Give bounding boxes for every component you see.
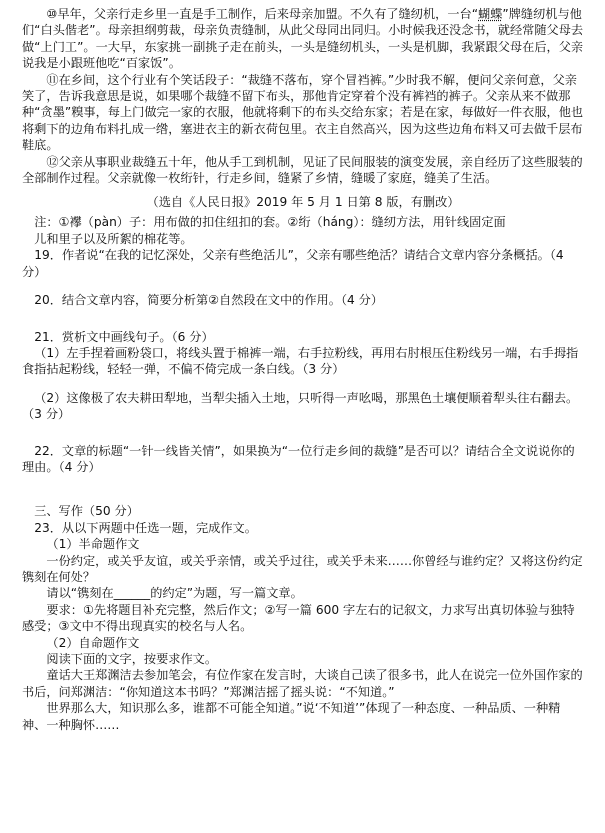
question-20: 20．结合文章内容，简要分析第②自然段在文中的作用。（4 分） bbox=[34, 293, 384, 308]
half-title-intro: 一份约定，或关乎友谊，或关乎亲情，或关乎过往，或关乎未来……你曾经与谁约定？又将这份约定镌刻在何处？ bbox=[22, 553, 583, 584]
question-21: 21．赏析文中画线句子。（6 分） bbox=[34, 329, 214, 344]
story-paragraph-2: 世界那么大，知识那么多，谁都不可能全知道。”说‘不知道’”体现了一种态度、一种品质、一种精神、一种胸怀…… bbox=[22, 701, 561, 732]
paragraph-10-text-c: ”牌缝纫机与他们“白头偕老”。母亲担纲剪裁，母亲负责缝制，从此父母同出同归。小时候我还没念书，就经常随父母去做“上门工”。一大早，东家挑一副挑子走在前头，一头是缝纫机头，一头是机脚，我紧跟父母在后，父亲说我是小跟班他吃“百家饭”。 bbox=[22, 7, 584, 71]
story-paragraph-1: 童话大王郑渊洁去参加笔会，有位作家在发言时，大谈自己读了很多书，此人在说完一位外国作家的书后，问郑渊洁：“你知道这本书吗？”郑渊洁摇了摇头说：“不知道。” bbox=[22, 668, 583, 699]
paragraph-11: ⑪在乡间，这个行业有个笑话段子：“裁缝不落布，穿个冒裆裤。”少时我不解，便问父亲何意，父亲笑了，告诉我意思是说，如果哪个裁缝不留下布头，那他肯定穿着个没有裤裆的裤子。父亲从来不做那种“贪墨”糗事，每上门做完一家的衣服，他就将剩下的布头交给东家；若是在家，每做好一件衣服，他也将剩下的边角布料扎成一绺，塞进衣主的新衣荷包里。衣主自然高兴，因为这些边角布料又可去做千层布鞋底。 bbox=[22, 72, 584, 153]
question-21-part-1: （1）左手捏着画粉袋口，将线头置于棉裤一端，右手拉粉线，再用右肘根压住粉线另一端，右手拇指食指拈起粉线，轻轻一弹，不偏不倚完成一条白线。（3 分） bbox=[22, 345, 579, 377]
paragraph-10-dotted-word: 蝴蝶 bbox=[478, 7, 503, 21]
half-title-requirements: 要求：①先将题目补充完整，然后作文；②写一篇 600 字左右的记叙文，力求写出真切体验与独特感受；③文中不得出现真实的校名与人名。 bbox=[22, 602, 575, 634]
paragraph-10 bbox=[22, 6, 584, 72]
note-line-2: 儿和里子以及所絮的棉花等。 bbox=[34, 231, 193, 246]
half-title-heading: （1）半命题作文 bbox=[46, 537, 140, 552]
half-title-task: 请以“镌刻在______的约定”为题，写一篇文章。 bbox=[46, 586, 303, 601]
paragraph-12: ⑫父亲从事职业裁缝五十年，他从手工到机制，见证了民间服装的演变发展，亲自经历了这些服装的全部制作过程。父亲就像一枚绗针，行走乡间，缝紧了乡情，缝暖了家庭，缝美了生活。 bbox=[22, 154, 583, 186]
note-line-1: 注：①襻（pàn）子：用布做的扣住纽扣的套。②绗（háng）：缝纫方法，用针线固定面 bbox=[34, 215, 506, 230]
self-title-intro: 阅读下面的文字，按要求作文。 bbox=[46, 652, 218, 666]
exam-page bbox=[22, 6, 584, 733]
paragraph-10-text-a: ⑩早年，父亲行走乡里一直是手工制作，后来母亲加盟。不久有了缝纫机，一台“ bbox=[46, 7, 479, 21]
writing-section-heading: 三、写作（50 分） bbox=[34, 504, 139, 519]
question-22: 22．文章的标题“一针一线皆关情”，如果换为“一位行走乡间的裁缝”是否可以？请结合全文说说你的理由。（4 分） bbox=[22, 443, 575, 474]
question-21-part-2: （2）这像极了农夫耕田犁地，当犁尖插入土地，只听得一声吆喝，那黑色土壤便顺着犁头往右翻去。（3 分） bbox=[22, 390, 579, 422]
source-citation: （选自《人民日报》2019 年 5 月 1 日第 8 版，有删改） bbox=[146, 195, 460, 210]
question-19: 19．作者说“在我的记忆深处，父亲有些绝活儿”，父亲有哪些绝活？请结合文章内容分条概括。（4 分） bbox=[22, 248, 564, 279]
question-23: 23．从以下两题中任选一题，完成作文。 bbox=[34, 520, 257, 535]
self-title-heading: （2）自命题作文 bbox=[46, 635, 140, 650]
